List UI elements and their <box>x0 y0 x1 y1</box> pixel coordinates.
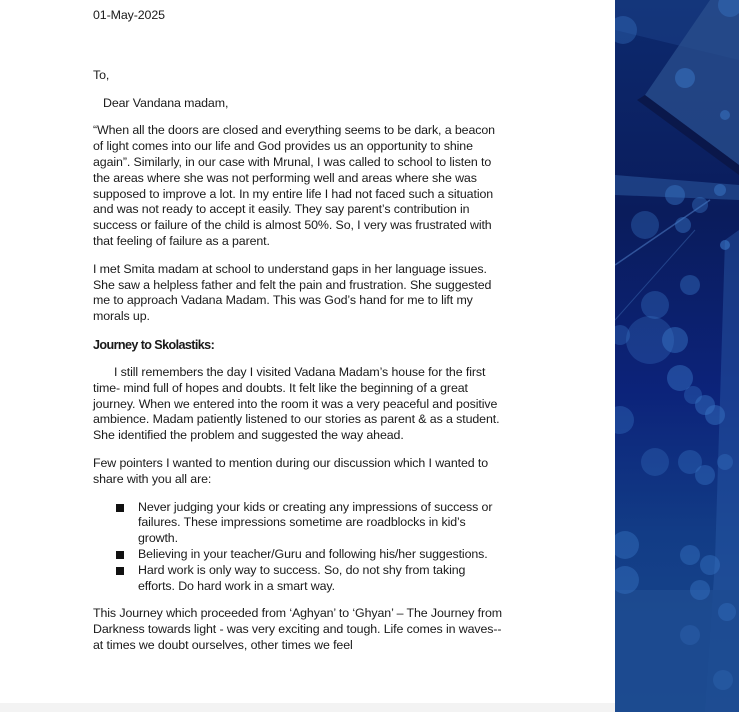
list-item <box>138 500 503 547</box>
paragraph-closing: This Journey which proceeded from ‘Aghyan’ to ‘Ghyan’ – The Journey from Darkness towards light - was very exciting and tough. Life comes in waves--at times we doubt ourselves, other times we feel <box>93 606 503 652</box>
list-item <box>138 563 503 595</box>
paragraph-smita-madam: I met Smita madam at school to understand gaps in her language issues. She saw a helpless father and felt the pain and frustration. She suggested me to approach Vadana Madam. This was God’s hand for me to lift my morals up. <box>93 261 492 324</box>
blue-abstract-bokeh-image <box>615 0 739 712</box>
section-heading-journey: Journey to Skolastiks: <box>93 337 215 352</box>
list-item-text: Never judging your kids or creating any impressions of success or failures. These impressions sometime are roadblocks in kid’s growth. <box>138 499 493 546</box>
pointers-list <box>93 500 503 595</box>
letter-date: 01-May-2025 <box>93 8 165 22</box>
paragraph-pointers-intro: Few pointers I wanted to mention during our discussion which I wanted to share with you all are: <box>93 455 489 486</box>
paragraph-journey: I still remembers the day I visited Vadana Madam’s house for the first time- mind full of hopes and doubts. It felt like the beginning of a great journey. When we entered into the room it was a very peaceful and positive ambience. Madam patiently listened to our stories as parent & as a student. She identified the problem and suggested the way ahead. <box>93 364 500 443</box>
list-item-text: Believing in your teacher/Guru and following his/her suggestions. <box>138 546 488 561</box>
paragraph-intro-quote: “When all the doors are closed and everything seems to be dark, a beacon of light comes into our life and God provides us an opportunity to shine again”. Similarly, in our case with Mrunal, I was called to school to listen to the areas where she was not performing well and areas where she was supposed to improve a lot. In my entire life I had not faced such a situation and was not ready to accept it easily. They say parent’s contribution in success or failure of the child is almost 50%. So, I very was frustrated with that feeling of failure as a parent. <box>93 123 495 248</box>
page-bottom-edge <box>0 703 615 712</box>
letter-to: To, <box>93 67 110 82</box>
square-bullet-icon <box>116 567 124 575</box>
letter-salutation: Dear Vandana madam, <box>103 95 229 110</box>
square-bullet-icon <box>116 504 124 512</box>
list-item <box>138 547 503 563</box>
side-panel-artwork <box>615 0 739 712</box>
page-right-margin <box>739 0 756 712</box>
list-item-text: Hard work is only way to success. So, do not shy from taking efforts. Do hard work in a smart way. <box>138 562 466 593</box>
square-bullet-icon <box>116 551 124 559</box>
letter-body <box>93 8 503 654</box>
